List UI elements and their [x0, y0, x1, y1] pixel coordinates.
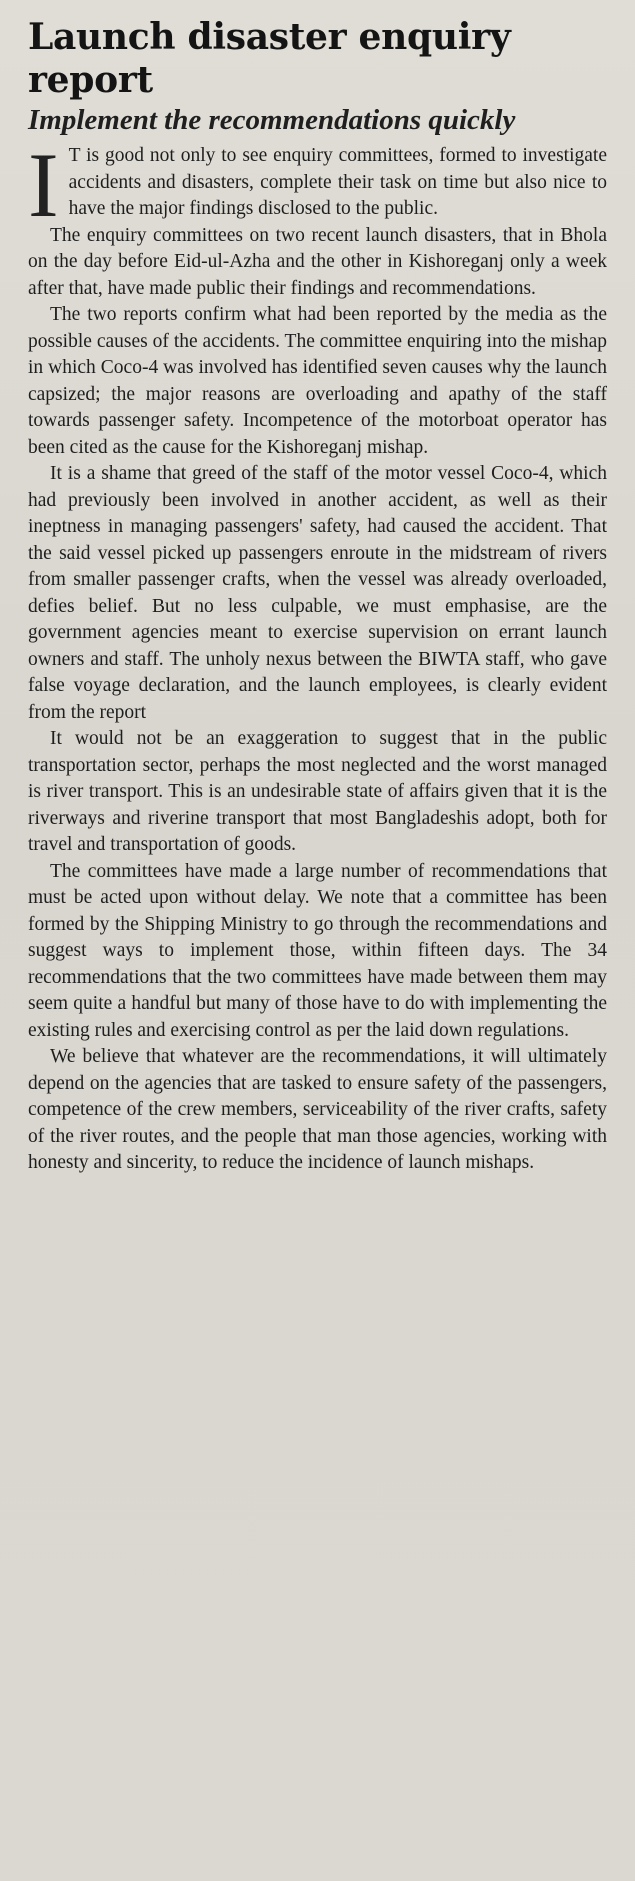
paragraph-1-text: T is good not only to see enquiry committees, formed to investigate accidents and disasters, complete their task on time but also nice to have the major findings disclosed to the public.	[68, 145, 607, 219]
paragraph-5: It would not be an exaggeration to suggest that in the public transportation sector, perhaps the most neglected and the worst managed is river transport. This is an undesirable state of affairs given that it is the riverways and riverine transport that most Bangladeshis adopt, both for travel and transportation of goods.	[28, 728, 607, 855]
paragraph-2: The enquiry committees on two recent launch disasters, that in Bhola on the day before Eid-ul-Azha and the other in Kishoreganj only a week after that, have made public their findings and recommendations.	[28, 224, 607, 299]
paragraph-4: It is a shame that greed of the staff of the motor vessel Coco-4, which had previously been involved in another accident, as well as their ineptness in managing passengers' safety, had caused the accident. That the said vessel picked up passengers enroute in the midstream of rivers from smaller passenger crafts, when the vessel was already overloaded, defies belief. But no less culpable, we must emphasise, are the government agencies meant to exercise supervision on errant launch owners and staff. The unholy nexus between the BIWTA staff, who gave false voyage declaration, and the launch employees, is clearly evident from the report	[28, 463, 607, 723]
headline: Launch disaster enquiry report	[28, 16, 511, 101]
drop-cap: I	[28, 134, 59, 236]
article-body	[28, 134, 607, 1177]
paragraph-7: We believe that whatever are the recommendations, it will ultimately depend on the agencies that are tasked to ensure safety of the passengers, competence of the crew members, serviceability of the river crafts, safety of the river routes, and the people that man those agencies, working with honesty and sincerity, to reduce the incidence of launch mishaps.	[28, 1046, 607, 1173]
paragraph-6: The committees have made a large number of recommendations that must be acted upon without delay. We note that a committee has been formed by the Shipping Ministry to go through the recommendations and suggest ways to implement those, within fifteen days. The 34 recommendations that the two committees have made between them may seem quite a handful but many of those have to do with implementing the existing rules and exercising control as per the laid down regulations.	[28, 860, 607, 1041]
paragraph-3: The two reports confirm what had been reported by the media as the possible causes of the accidents. The committee enquiring into the mishap in which Coco-4 was involved has identified seven causes why the launch capsized; the major reasons are overloading and apathy of the staff towards passenger safety. Incompetence of the motorboat operator has been cited as the cause for the Kishoreganj mishap.	[28, 304, 607, 458]
paragraph-1	[28, 134, 607, 236]
subheadline: Implement the recommendations quickly	[28, 104, 516, 136]
